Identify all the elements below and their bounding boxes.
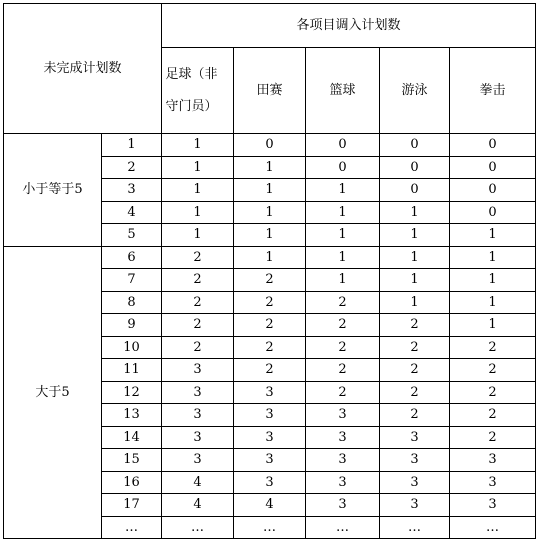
value-cell: … (380, 516, 450, 539)
value-cell: 2 (162, 246, 234, 269)
value-cell: 1 (450, 246, 536, 269)
value-cell: 2 (234, 291, 306, 314)
row-number: 17 (102, 494, 162, 517)
value-cell: … (162, 516, 234, 539)
value-cell: 3 (380, 494, 450, 517)
value-cell: 3 (162, 426, 234, 449)
value-cell: 4 (162, 471, 234, 494)
column-header-football (162, 48, 234, 134)
plan-table-body (4, 4, 536, 539)
row-number: 15 (102, 449, 162, 472)
value-cell: 1 (162, 134, 234, 157)
row-number: 10 (102, 336, 162, 359)
header-row-top (4, 4, 536, 48)
value-cell: 1 (162, 201, 234, 224)
value-cell: 3 (306, 494, 380, 517)
group-label: 大于5 (4, 246, 102, 539)
value-cell: 2 (306, 359, 380, 382)
value-cell: 2 (380, 314, 450, 337)
value-cell: 2 (450, 426, 536, 449)
value-cell: 3 (306, 449, 380, 472)
value-cell: 2 (162, 314, 234, 337)
column-header-basketball: 篮球 (306, 48, 380, 134)
value-cell: 3 (306, 426, 380, 449)
value-cell: 3 (162, 381, 234, 404)
row-number: 2 (102, 156, 162, 179)
row-number: 16 (102, 471, 162, 494)
value-cell: 0 (306, 156, 380, 179)
value-cell: 2 (234, 359, 306, 382)
value-cell: 3 (234, 426, 306, 449)
row-number: 13 (102, 404, 162, 427)
column-header-football-label: 足球（非守门员） (165, 66, 218, 114)
value-cell: 2 (450, 359, 536, 382)
value-cell: 2 (162, 336, 234, 359)
row-number: 3 (102, 179, 162, 202)
value-cell: 2 (380, 359, 450, 382)
value-cell: 4 (234, 494, 306, 517)
value-cell: 1 (450, 291, 536, 314)
plan-table (3, 3, 536, 539)
value-cell: 3 (234, 381, 306, 404)
value-cell: 3 (450, 471, 536, 494)
column-header-boxing: 拳击 (450, 48, 536, 134)
value-cell: 1 (234, 224, 306, 247)
value-cell: 2 (234, 269, 306, 292)
value-cell: 3 (234, 471, 306, 494)
unfinished-plans-header: 未完成计划数 (4, 4, 162, 134)
row-number: 4 (102, 201, 162, 224)
value-cell: 1 (380, 224, 450, 247)
value-cell: 1 (306, 246, 380, 269)
value-cell: 2 (306, 314, 380, 337)
value-cell: 0 (306, 134, 380, 157)
row-number: 7 (102, 269, 162, 292)
column-header-swimming: 游泳 (380, 48, 450, 134)
value-cell: … (306, 516, 380, 539)
row-number: 11 (102, 359, 162, 382)
value-cell: 3 (450, 494, 536, 517)
value-cell: 3 (380, 471, 450, 494)
value-cell: 1 (162, 224, 234, 247)
value-cell: 2 (380, 381, 450, 404)
row-number: 5 (102, 224, 162, 247)
value-cell: 1 (234, 201, 306, 224)
value-cell: 0 (450, 134, 536, 157)
value-cell: 1 (234, 246, 306, 269)
value-cell: 1 (162, 156, 234, 179)
value-cell: 3 (234, 404, 306, 427)
value-cell: 2 (162, 269, 234, 292)
value-cell: 1 (162, 179, 234, 202)
group-label: 小于等于5 (4, 134, 102, 247)
value-cell: 2 (234, 336, 306, 359)
value-cell: 2 (380, 404, 450, 427)
value-cell: 2 (162, 291, 234, 314)
value-cell: 3 (234, 449, 306, 472)
value-cell: 0 (234, 134, 306, 157)
value-cell: 2 (234, 314, 306, 337)
row-number: 9 (102, 314, 162, 337)
value-cell: 3 (162, 449, 234, 472)
value-cell: 1 (306, 201, 380, 224)
value-cell: 2 (306, 336, 380, 359)
row-number: 1 (102, 134, 162, 157)
value-cell: 2 (450, 404, 536, 427)
value-cell: 2 (306, 291, 380, 314)
value-cell: 1 (380, 201, 450, 224)
value-cell: 3 (380, 426, 450, 449)
value-cell: 3 (162, 404, 234, 427)
value-cell: 1 (306, 269, 380, 292)
value-cell: … (234, 516, 306, 539)
value-cell: 1 (450, 224, 536, 247)
table-row (4, 246, 536, 269)
column-header-field: 田赛 (234, 48, 306, 134)
value-cell: 0 (450, 179, 536, 202)
row-number: 6 (102, 246, 162, 269)
value-cell: 1 (450, 314, 536, 337)
value-cell: … (450, 516, 536, 539)
row-number: 8 (102, 291, 162, 314)
value-cell: 2 (380, 336, 450, 359)
row-number: 14 (102, 426, 162, 449)
value-cell: 1 (450, 269, 536, 292)
row-number: 12 (102, 381, 162, 404)
row-number: … (102, 516, 162, 539)
value-cell: 1 (234, 156, 306, 179)
value-cell: 3 (306, 404, 380, 427)
value-cell: 0 (380, 156, 450, 179)
value-cell: 2 (306, 381, 380, 404)
value-cell: 1 (306, 179, 380, 202)
value-cell: 0 (380, 134, 450, 157)
value-cell: 2 (450, 381, 536, 404)
table-row (4, 134, 536, 157)
value-cell: 0 (450, 201, 536, 224)
value-cell: 1 (234, 179, 306, 202)
value-cell: 1 (380, 246, 450, 269)
value-cell: 4 (162, 494, 234, 517)
value-cell: 0 (380, 179, 450, 202)
transfer-plans-header: 各项目调入计划数 (162, 4, 536, 48)
value-cell: 3 (450, 449, 536, 472)
value-cell: 0 (450, 156, 536, 179)
value-cell: 3 (306, 471, 380, 494)
value-cell: 1 (380, 269, 450, 292)
value-cell: 1 (380, 291, 450, 314)
value-cell: 2 (450, 336, 536, 359)
value-cell: 3 (380, 449, 450, 472)
value-cell: 3 (162, 359, 234, 382)
value-cell: 1 (306, 224, 380, 247)
